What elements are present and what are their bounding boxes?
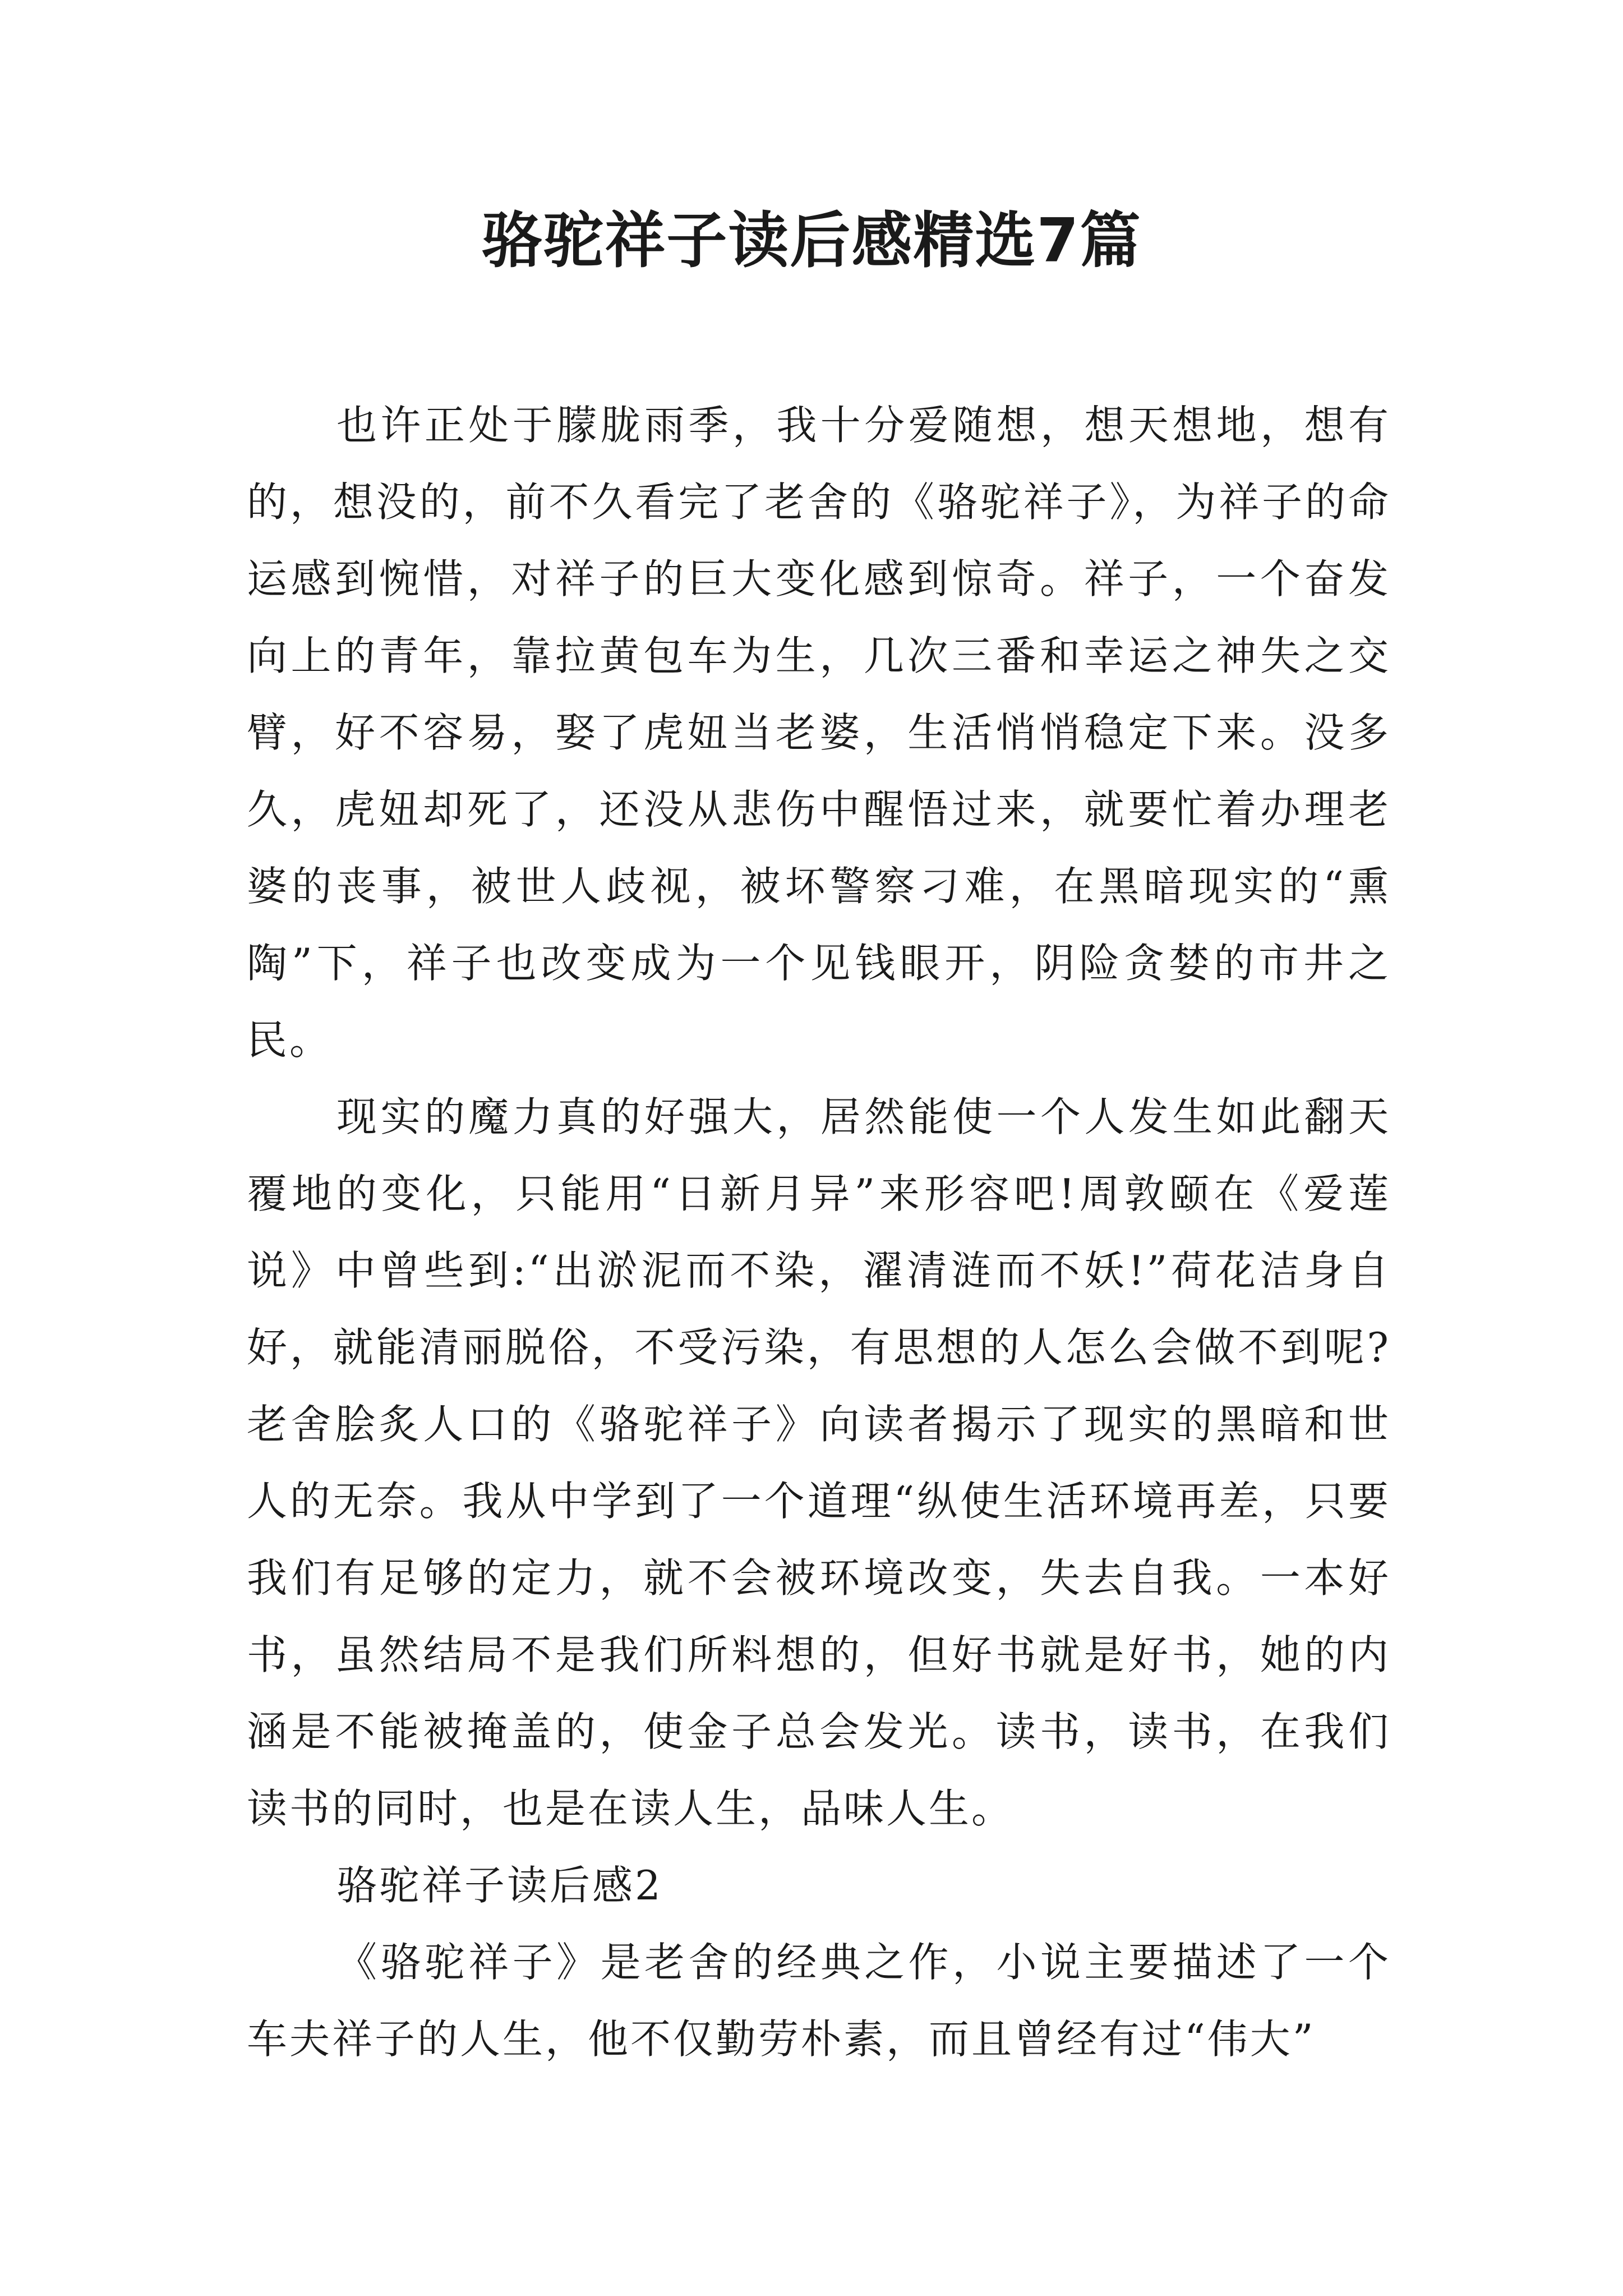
paragraph-1: 也许正处于朦胧雨季，我十分爱随想，想天想地，想有的，想没的，前不久看完了老舍的《骆驼祥子》，为祥子的命运感到惋惜，对祥子的巨大变化感到惊奇。祥子，一个奋发向上的青年，靠拉黄包车为生，几次三番和幸运之神失之交臂，好不容易，娶了虎妞当老婆，生活悄悄稳定下来。没多久，虎妞却死了，还没从悲伤中醒悟过来，就要忙着办理老婆的丧事，被世人歧视，被坏警察刁难，在黑暗现实的“熏陶”下，祥子也改变成为一个见钱眼开，阴险贪婪的市井之民。	[247, 402, 1391, 1064]
document-title: 骆驼祥子读后感精选7篇	[481, 206, 1142, 276]
paragraph-2: 现实的魔力真的好强大，居然能使一个人发生如此翻天覆地的变化，只能用“日新月异”来形容吧!周敦颐在《爱莲说》中曾些到:“出淤泥而不染，濯清涟而不妖!”荷花洁身自好，就能清丽脱俗，不受污染，有思想的人怎么会做不到呢?老舍脍炙人口的《骆驼祥子》向读者揭示了现实的黑暗和世人的无奈。我从中学到了一个道理“纵使生活环境再差，只要我们有足够的定力，就不会被环境改变，失去自我。一本好书，虽然结局不是我们所料想的，但好书就是好书，她的内涵是不能被掩盖的，使金子总会发光。读书，读书，在我们读书的同时，也是在读人生，品味人生。	[247, 1093, 1391, 1832]
paragraph-3: 《骆驼祥子》是老舍的经典之作，小说主要描述了一个车夫祥子的人生，他不仅勤劳朴素，而且曾经有过“伟大”	[247, 1939, 1391, 2063]
section-subheading: 骆驼祥子读后感2	[336, 1862, 663, 1909]
document-body	[247, 387, 1391, 2078]
